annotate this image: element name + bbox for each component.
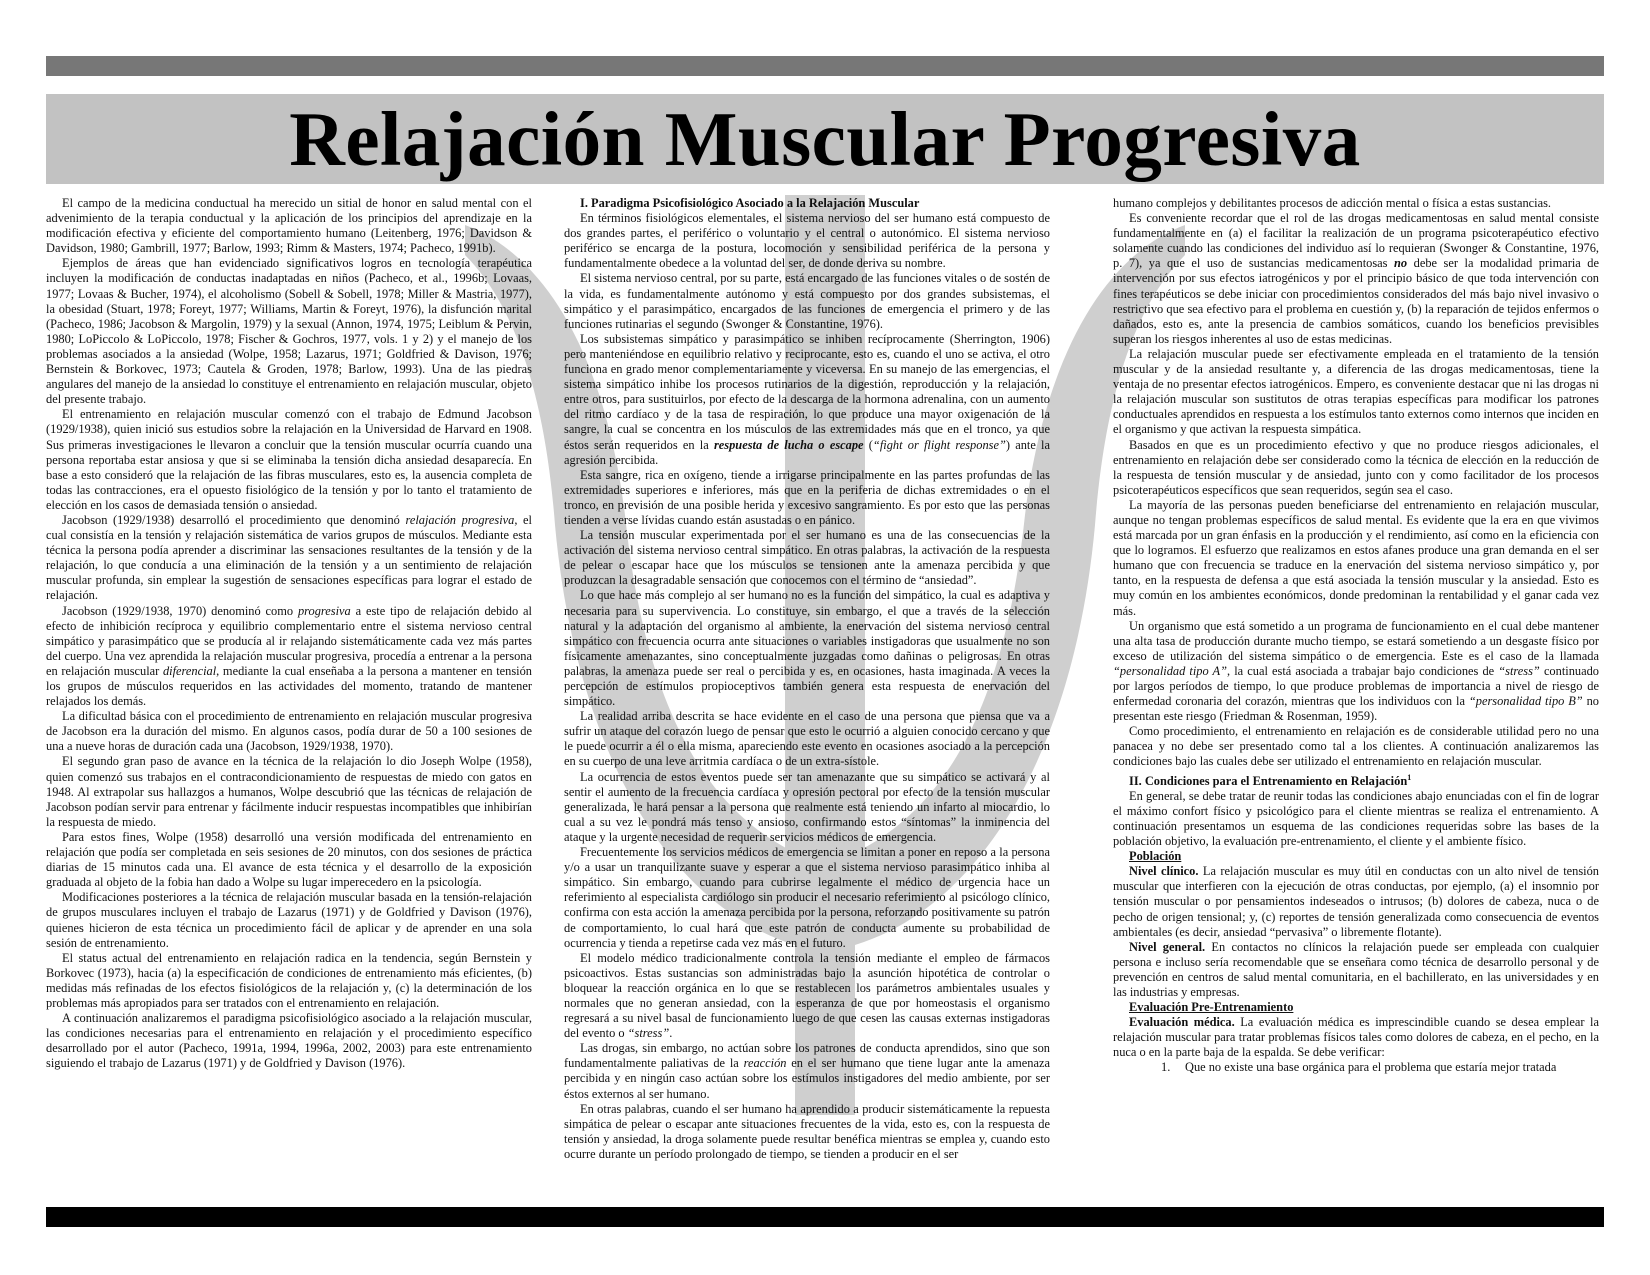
paragraph: Un organismo que está sometido a un programa de funcionamiento en el cual debe mantener una alta tasa de producción durante mucho tiempo, se estará sometiendo a un desgaste físico por exceso de utilización del sistema simpático o de emergencia. Este es el caso de la llamada “personalidad tipo A”, la cual está asociada a trabajar bajo condiciones de “stress” continuado por largos períodos de tiempo, lo que produce problemas de importancia a nivel de riesgo de enfermedad coronaria del corazón, mientras que los individuos con la “personalidad tipo B” no presentan este riesgo (Friedman & Rosenman, 1959). [1113,618,1599,724]
paragraph: El status actual del entrenamiento en relajación radica en la tendencia, según Bernstein y Borkovec (1973), hacia (a) la especificación de condiciones de entrenamiento más eficientes, (b) medidas más refinadas de los efectos fisiológicos de la relajación y, (c) la determinación de los problemas más apropiados para ser tratados con el entrenamiento en relajación. [46,950,532,1010]
paragraph: Frecuentemente los servicios médicos de emergencia se limitan a poner en reposo a la persona y/o a usar un tranquilizante suave y esperar a que el sistema nervioso parasimpático inhiba al simpático. Sin embargo, cuando para cubrirse legalmente el médico de urgencia hace un referimiento al especialista cardiólogo sin producir el necesario referimiento al psicólogo clínico, confirma con esta acción la amenaza percibida por la persona, reforzando positivamente su patrón de comportamiento, lo cual hará que este patrón de conducta aumente su probabilidad de ocurrencia y tienda a repetirse cada vez más en el futuro. [564,845,1050,950]
paragraph: Lo que hace más complejo al ser humano no es la función del simpático, la cual es adaptiva y necesaria para su supervivencia. Lo constituye, sin embargo, el que a través de la selección natural y la adaptación del organismo al ambiente, la enervación del sistema nervioso central simpático con frecuencia ocurra ante situaciones o variables instigadoras que usualmente no son físicamente amenazantes, sino conceptualmente juzgadas como dañinas o peligrosas. En otras palabras, la amenaza puede ser real o percibida y es, en ocasiones, hasta imaginada. A veces la percepción de estímulos propioceptivos también genera esta respuesta de enervación del simpático. [564,588,1050,709]
column-1 [46,196,532,1198]
paragraph: En términos fisiológicos elementales, el sistema nervioso del ser humano está compuesto de dos grandes partes, el periférico o voluntario y el central o autonómico. El sistema nervioso periférico se encarga de la postura, locomoción y sensibilidad periférica de la persona y fundamentalmente obedece a la voluntad del ser, de donde deriva su nombre. [564,211,1050,271]
paragraph: Jacobson (1929/1938) desarrolló el procedimiento que denominó relajación progresiva, el cual consistía en la tensión y relajación sistemática de varios grupos de músculos. Mediante esta técnica la persona podía aprender a discriminar las sensaciones resultantes de la tensión y de la relajación, lo que conducía a una eliminación de la tensión y a un sentimiento de relajación muscular profunda, sin emplear la sugestión de sensaciones específicas para lograr el estado de relajación. [46,512,532,603]
paragraph: La realidad arriba descrita se hace evidente en el caso de una persona que piensa que va a sufrir un ataque del corazón luego de pensar que esto le ocurrió a alguien conocido cercano y que le puede ocurrir a él o ella misma, apareciendo este evento en ocasiones asociado a la percepción en su cuerpo de una leve arritmia cardíaca o de un extra-sístole. [564,709,1050,769]
paragraph: El segundo gran paso de avance en la técnica de la relajación lo dio Joseph Wolpe (1958), quien comenzó sus trabajos en el contracondicionamiento de respuestas de miedo con gatos en 1948. Al extrapolar sus hallazgos a humanos, Wolpe descubrió que las técnicas de relajación de Jacobson podían servir para entrenar y fácilmente inducir respuestas incompatibles que inhibirían la respuesta de miedo. [46,754,532,829]
paragraph: Las drogas, sin embargo, no actúan sobre los patrones de conducta aprendidos, sino que son fundamentalmente paliativas de la reacción en el ser humano que tiene lugar ante la amenaza percibida y en ningún caso actúan sobre los estímulos instigadores del medio ambiente, por ser éstos externos al ser humano. [564,1041,1050,1101]
paragraph: La dificultad básica con el procedimiento de entrenamiento en relajación muscular progresiva de Jacobson era la duración del mismo. En algunos casos, podía durar de 50 a 100 sesiones de una a nueve horas de duración cada una (Jacobson, 1929/1938, 1970). [46,709,532,754]
paragraph: La mayoría de las personas pueden beneficiarse del entrenamiento en relajación muscular, aunque no tengan problemas específicos de salud mental. Es evidente que la era en que vivimos está marcada por un gran énfasis en la producción y el rendimiento, así como en la eficiencia con que lo logramos. El esfuerzo que realizamos en estos afanes produce una gran demanda en el ser humano que con frecuencia se traduce en la enervación del sistema nervioso simpático y, por tanto, en la respuesta de defensa a que está asociada la tensión muscular y la ansiedad. Esto es muy común en los ambientes económicos, donde predominan la rentabilidad y el ganar cada vez más. [1113,497,1599,618]
column-3 [1113,196,1599,1198]
paragraph: Para estos fines, Wolpe (1958) desarrolló una versión modificada del entrenamiento en relajación que podía ser completada en seis sesiones de 20 minutos, con dos sesiones de práctica diarias de 15 minutos cada una. El avance de esta técnica y el desarrollo de la exposición graduada al objeto de la fobia han dado a Wolpe su lugar imperecedero en la psicología. [46,829,532,890]
paragraph: La ocurrencia de estos eventos puede ser tan amenazante que su simpático se activará y al sentir el aumento de la frecuencia cardíaca y opresión pectoral por efecto de la tensión muscular generalizada, le hará pensar a la persona que realmente está teniendo un infarto al miocardio, lo cual a su vez le pondrá más tenso y ansioso, confirmando estos “síntomas” la inminencia del ataque y la urgente necesidad de requerir servicios médicos de emergencia. [564,769,1050,844]
paragraph: Modificaciones posteriores a la técnica de relajación muscular basada en la tensión-relajación de grupos musculares incluyen el trabajo de Lazarus (1971) y de Goldfried y Davison (1976), quienes hicieron de esta técnica un procedimiento fácil de aplicar y de aprender en una sola sesión de entrenamiento. [46,890,532,950]
paragraph: Jacobson (1929/1938, 1970) denominó como progresiva a este tipo de relajación debido al efecto de inhibición recíproca y equilibrio complementario entre el sistema nervioso central simpático y parasimpático que se producía al ir relajando sistemáticamente cada vez más partes del cuerpo. Una vez aprendida la relajación muscular progresiva, procedía a entrenar a la persona en relajación muscular diferencial, mediante la cual enseñaba a la persona a mantener en tensión los grupos de músculos requeridos en las actividades del momento, tratando de mantener relajados los demás. [46,603,532,709]
paragraph: A continuación analizaremos el paradigma psicofisiológico asociado a la relajación muscular, las condiciones necesarias para el entrenamiento en relajación y el procedimiento específico desarrollado por el autor (Pacheco, 1991a, 1994, 1996a, 2002, 2003) para este entrenamiento siguiendo el trabajo de Lazarus (1971) y de Goldfried y Davison (1976). [46,1011,532,1071]
paragraph: Es conveniente recordar que el rol de las drogas medicamentosas en salud mental consiste fundamentalmente en (a) el facilitar la realización de un programa psicoterapéutico efectivo solamente cuando las condiciones del individuo así lo requieran (Swonger & Constantine, 1976, p. 7), ya que el uso de sustancias medicamentosas no debe ser la modalidad primaria de intervención por sus efectos iatrogénicos y por el principio básico de que toda intervención con fines terapéuticos se debe iniciar con procedimientos considerados del más bajo nivel invasivo o restrictivo que sea efectivo para el problema en cuestión y, (b) la reparación de tejidos enfermos o dañados, esto es, ante la presencia de cambios somáticos, cuando los beneficios previsibles superan los riesgos inherentes al uso de estas medicinas. [1113,211,1599,346]
paragraph: El sistema nervioso central, por su parte, está encargado de las funciones vitales o de sostén de la vida, es fundamentalmente autónomo y está compuesto por dos grandes subsistemas, el simpático y el parasimpático, encargados de las funciones de emergencia el primero y de las funciones rutinarias el segundo (Swonger & Constantine, 1976). [564,271,1050,331]
paragraph: La tensión muscular experimentada por el ser humano es una de las consecuencias de la activación del sistema nervioso central simpático. En otras palabras, la activación de la respuesta de pelear o escapar hace que los músculos se tensionen ante la amenaza percibida y que produzcan la desagradable sensación que conocemos con el término de “ansiedad”. [564,528,1050,588]
title-band [46,94,1604,184]
paragraph: Evaluación médica. La evaluación médica es imprescindible cuando se desea emplear la relajación muscular para tratar problemas físicos tales como dolores de cabeza, en el pecho, en la nuca o en la parte baja de la espalda. Se debe verificar: [1113,1015,1599,1060]
paragraph: El modelo médico tradicionalmente controla la tensión mediante el empleo de fármacos psicoactivos. Estas sustancias son administradas bajo la asunción hipotética de controlar o bloquear la reacción orgánica en lo que se restablecen los parámetros ambientales usuales y normales que no generan ansiedad, con la esperanza de que por homeostasis el organismo regresará a su nivel basal de funcionamiento luego de que cesen las causas externas instigadoras del evento o “stress”. [564,950,1050,1041]
paragraph: Ejemplos de áreas que han evidenciado significativos logros en tecnología terapéutica incluyen la modificación de conductas inadaptadas en niños (Pacheco, et al., 1996b; Lovaas, 1977; Lovaas & Bucher, 1974), el alcoholismo (Sobell & Sobell, 1978; Miller & Mastria, 1977), la obesidad (Stuart, 1978; Foreyt, 1977; Williams, Martin & Foreyt, 1976), la disfunción marital (Pacheco, 1986; Jacobson & Margolin, 1979) y la sexual (Annon, 1974, 1975; Leiblum & Pervin, 1980; LoPiccolo & LoPiccolo, 1978; Fischer & Gochros, 1977, vols. 1 y 2) y el manejo de los problemas asociados a la ansiedad (Wolpe, 1958; Lazarus, 1971; Goldfried & Davison, 1976; Bernstein & Borkovec, 1973; Cautela & Groden, 1978; Barlow, 1993). Una de las piedras angulares del manejo de la ansiedad lo constituye el entrenamiento en relajación muscular, objeto del presente trabajo. [46,256,532,407]
paragraph: La relajación muscular puede ser efectivamente empleada en el tratamiento de la tensión muscular y de la ansiedad resultante y, a diferencia de las drogas medicamentosas, tiene la ventaja de no presentar efectos iatrogénicos. Empero, es conveniente destacar que ni las drogas ni la relajación muscular son sustitutos de otras terapias específicas para modificar los patrones conductuales aprendidos en respuesta a los estímulos tanto externos como internos que inciden en el organismo y que activan la respuesta simpática. [1113,346,1599,437]
paragraph: Nivel general. En contactos no clínicos la relajación puede ser empleada con cualquier persona e incluso sería recomendable que se enseñara como técnica de desarrollo personal y de prevención en centros de salud mental comunitaria, en el bachillerato, en las universidades y en las industrias y empresas. [1113,939,1599,999]
paragraph: El entrenamiento en relajación muscular comenzó con el trabajo de Edmund Jacobson (1929/1938), quien inició sus estudios sobre la relajación en la Universidad de Harvard en 1908. Sus primeras investigaciones le llevaron a concluir que la tensión muscular ocurría cuando una persona reportaba estar ansiosa y que si se eliminaba la tensión dicha ansiedad desaparecía. En base a esto consideró que la relajación de las fibras musculares, esto es, la ausencia completa de todas las contracciones, era el opuesto fisiológico de la tensión y por lo tanto el tratamiento de elección en los casos de demasiada tensión o ansiedad. [46,407,532,512]
column-2 [564,196,1050,1198]
bottom-rule [46,1207,1604,1227]
paragraph: En otras palabras, cuando el ser humano ha aprendido a producir sistemáticamente la repuesta simpática de pelear o escapar ante situaciones frecuentes de la vida, esto es, con la respuesta de tensión y ansiedad, la droga solamente puede resultar benéfica mientras se emplea y, cuando esto ocurre durante un período prolongado de tiempo, se tienden a producir en el ser [564,1101,1050,1161]
paragraph: En general, se debe tratar de reunir todas las condiciones abajo enunciadas con el fin de lograr el máximo confort físico y psicológico para el cliente mientras se realiza el entrenamiento. A continuación presentamos un esquema de las condiciones requeridas sobre las bases de la población objetivo, la evaluación pre-entrenamiento, el cliente y el ambiente físico. [1113,788,1599,849]
footnote-marker: 1 [1407,772,1412,782]
paragraph: Esta sangre, rica en oxígeno, tiende a irrigarse principalmente en las partes profundas de las extremidades superiores e inferiores, más que en la periferia de dichas extremidades o en el tronco, en previsión de una posible herida y excesivo sangramiento. Es por esto que las personas tienden a verse lívidas cuando están asustadas o en pánico. [564,467,1050,527]
paragraph: Basados en que es un procedimiento efectivo y que no produce riesgos adicionales, el entrenamiento en relajación debe ser considerado como la técnica de elección en la reducción de la respuesta de tensión muscular y de ansiedad, junto con y como facilitador de los procesos psicoterapéuticos específicos que sean requeridos, según sea el caso. [1113,437,1599,497]
paragraph: Nivel clínico. La relajación muscular es muy útil en conductas con un alto nivel de tensión muscular que interfieren con la ejecución de otras conductas, por ejemplo, (a) el insomnio por tensión muscular o por pensamientos indeseados o intrusos; (b) dolores de cabeza, nuca o de pecho de origen tensional; y, (c) reportes de tensión generalizada como consecuencia de eventos ambientales (es decir, ansiedad “pervasiva” o libremente flotante). [1113,864,1599,939]
list-item: 1. Que no existe una base orgánica para el problema que estaría mejor tratada [1161,1060,1557,1075]
subheading-poblacion: Población [1129,849,1182,864]
page-title: Relajación Muscular Progresiva [289,96,1361,182]
paragraph: El campo de la medicina conductual ha merecido un sitial de honor en salud mental con el advenimiento de la terapia conductual y la aplicación de los principios del aprendizaje en la modificación efectiva y eficiente del comportamiento humano (Leitenberg, 1976; Davidson & Davidson, 1980; Gambrill, 1977; Barlow, 1993; Rimm & Masters, 1974; Pacheco, 1991b). [46,196,532,256]
paragraph: humano complejos y debilitantes procesos de adicción mental o física a estas sustancias. [1113,196,1552,210]
paragraph: Como procedimiento, el entrenamiento en relajación es de considerable utilidad pero no una panacea y no debe ser presentado como tal a los clientes. A continuación analizaremos las condiciones bajo las cuales debe ser utilizado el entrenamiento en relajación muscular. [1113,724,1599,769]
section-heading: II. Condiciones para el Entrenamiento en Relajación$^1$ [1129,772,1412,788]
section-heading: I. Paradigma Psicofisiológico Asociado a la Relajación Muscular [580,196,920,210]
subheading-evaluacion: Evaluación Pre-Entrenamiento [1129,1000,1294,1015]
top-rule [46,56,1604,76]
paragraph: Los subsistemas simpático y parasimpático se inhiben recíprocamente (Sherrington, 1906) pero manteniéndose en equilibrio relativo y reciprocante, esto es, cuando el uno se activa, el otro funciona en grado menor complementariamente y viceversa. En su manejo de las emergencias, el sistema simpático inhibe los procesos rutinarios de la digestión, reproducción y la relajación, entre otros, para sustituirlos, por efecto de la descarga de la hormona adrenalina, con un aumento del ritmo cardíaco y de la tasa de respiración, lo que produce una mayor oxigenación de la sangre, la cual se concentra en los músculos de las extremidades más que en el tronco, ya que éstos serán requeridos en la respuesta de lucha o escape (“fight or flight response”) ante la agresión percibida. [564,331,1050,467]
